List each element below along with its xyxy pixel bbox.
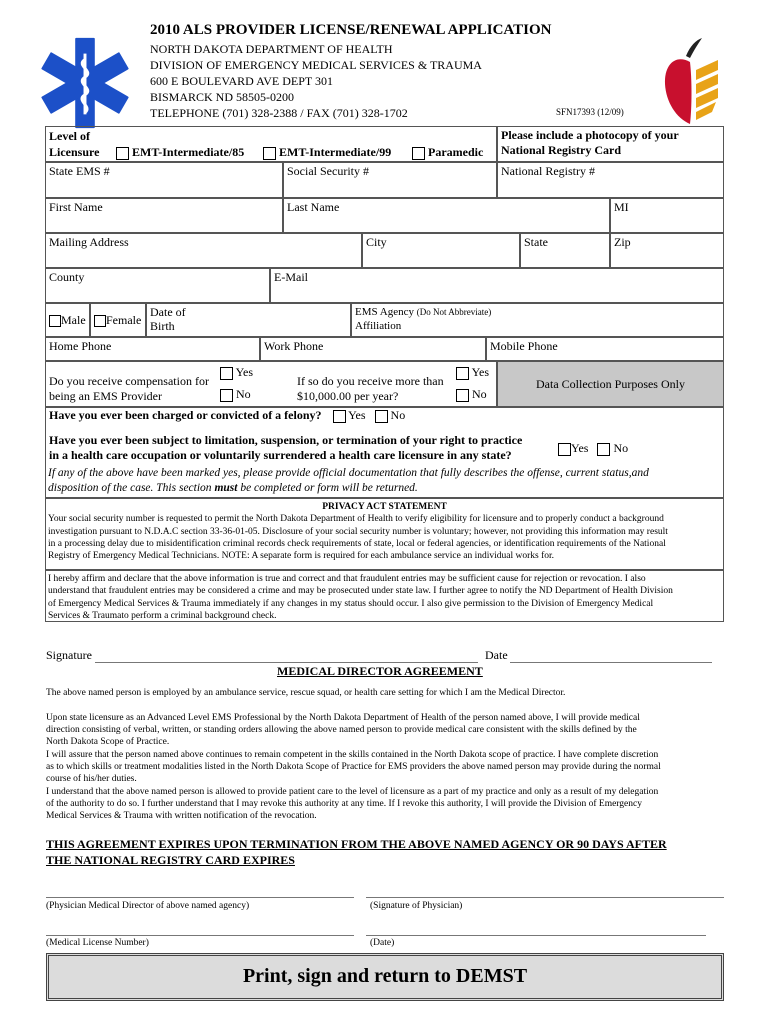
female-label: Female [106,313,142,327]
email-label: E-Mail [274,270,308,284]
limitation-question-a: Have you ever been subject to limitation, suspension, or termination of your right to practice [49,433,523,447]
medical-license-label: (Medical License Number) [46,938,149,948]
mobile-phone-label: Mobile Phone [490,339,558,353]
limitation-question-b: in a health care occupation or voluntarily surrendered a health care licensure in any state? [49,448,512,462]
emt-intermediate-85-option[interactable] [116,145,244,160]
registry-note-1: Please include a photocopy of your [501,128,679,142]
licensure-level-cell [45,126,497,162]
male-option[interactable] [45,303,90,337]
emt-85-checkbox[interactable] [116,147,129,160]
salary-no-option[interactable] [456,387,487,402]
first-name-field[interactable] [45,198,283,233]
compensation-no-label: No [236,387,251,401]
documentation-text-2a: disposition of the case. This section [48,482,215,494]
documentation-text-1: If any of the above have been marked yes, please provide official documentation that fully describes the offense, current status,and [48,467,649,479]
county-field[interactable] [45,268,270,303]
home-phone-field[interactable] [45,337,260,361]
salary-yes-label: Yes [471,365,490,379]
felony-yes-checkbox[interactable] [333,410,346,423]
mailing-address-field[interactable] [45,233,362,268]
registry-number-label: National Registry # [501,164,595,178]
form-number: SFN17393 (12/09) [556,107,624,117]
felony-no-checkbox[interactable] [375,410,388,423]
physician-director-line[interactable] [46,882,354,898]
last-name-label: Last Name [287,200,340,214]
emt-intermediate-99-option[interactable] [263,145,391,160]
paramedic-label: Paramedic [428,145,484,159]
first-name-label: First Name [49,200,103,214]
physician-director-label: (Physician Medical Director of above named agency) [46,901,250,911]
medical-paragraph-3 [46,786,658,822]
dob-label-2: Birth [150,319,175,333]
paramedic-option[interactable] [412,145,483,160]
compensation-yes-label: Yes [235,365,254,379]
star-of-life-logo [36,34,134,132]
privacy-line: in a processing delay due to misidentification criminal records check requirements of state, local or federal agencies, or identification requirements of the National [48,538,666,549]
date-line[interactable] [510,650,712,663]
female-checkbox[interactable] [94,315,106,327]
salary-no-checkbox[interactable] [456,389,469,402]
medical-p1-line: North Dakota Scope of Practice. [46,737,170,747]
zip-field[interactable] [610,233,724,268]
return-banner-text: Print, sign and return to DEMST [242,965,528,987]
zip-label: Zip [614,235,631,249]
date-label: Date [485,648,508,662]
city-line: BISMARCK ND 58505-0200 [150,90,295,104]
state-ems-label: State EMS # [49,164,110,178]
expiration-notice [46,836,667,868]
ssn-field[interactable] [283,162,497,198]
city-field[interactable] [362,233,520,268]
division-name: DIVISION OF EMERGENCY MEDICAL SERVICES & TRAUMA [150,58,482,72]
agency-label-2: Affiliation [355,320,402,332]
ems-agency-field[interactable] [351,303,724,337]
compensation-question-1b: being an EMS Provider [49,389,162,403]
data-collection-box [497,361,724,407]
documentation-must: must [214,482,238,494]
registry-note-2: National Registry Card [501,143,621,157]
affirm-line: understand that fraudulent entries may be considered a crime and may be prosecuted under state law. I further agree to notify the ND Department of Health Division [48,586,673,597]
limitation-options [558,441,628,456]
dob-label-1: Date of [150,305,186,319]
mi-field[interactable] [610,198,724,233]
address-line: 600 E BOULEVARD AVE DEPT 301 [150,74,334,88]
physician-signature-label: (Signature of Physician) [370,901,463,911]
state-label: State [524,235,548,249]
salary-question-a: If so do you receive more than [297,374,444,388]
documentation-text-2b: be completed or form will be returned. [237,482,418,494]
medical-license-line[interactable] [46,920,354,936]
licensure-label-2: Licensure [49,145,100,159]
privacy-line: Your social security number is requested to permit the North Dakota Department of Health to verify eligibility for licensure and to properly conduct a background [48,514,664,525]
affirm-line: I hereby affirm and declare that the above information is true and correct and that fraudulent entries may be sufficient cause for rejection or revocation. I also [48,574,646,584]
felony-limitation-cell [45,407,724,498]
signature-label: Signature [46,648,92,662]
ssn-label: Social Security # [287,164,369,178]
salary-yes-checkbox[interactable] [456,367,469,380]
medical-intro: The above named person is employed by an ambulance service, rescue squad, or health care setting for which I am the Medical Director. [46,688,566,698]
felony-question: Have you ever been charged or convicted of a felony? [49,408,322,422]
form-title: 2010 ALS PROVIDER LICENSE/RENEWAL APPLICATION [150,22,552,38]
limitation-yes-label: Yes [571,441,589,455]
emt-85-label: EMT-Intermediate/85 [132,145,245,159]
affirm-line: of Emergency Medical Services & Trauma immediately if any changes in my status should occur. I also give permission to the Division of Emergency Medical [48,598,654,609]
compensation-cell [45,361,497,407]
medical-p3-line: I understand that the above named person is allowed to provide patient care to the level of licensure as a part of my practice and only as a result of my delegation [46,787,659,797]
emt-99-checkbox[interactable] [263,147,276,160]
compensation-no-checkbox[interactable] [220,389,233,402]
physician-signature-line[interactable] [366,882,724,898]
apple-logo [662,36,722,128]
limitation-no-checkbox[interactable] [597,443,610,456]
mi-label: MI [614,200,629,214]
last-name-field[interactable] [283,198,610,233]
medical-p2-line: as to which skills or treatment modalities listed in the North Dakota Scope of Practice for EMS providers the above named person may provide during the normal [46,762,661,772]
male-label: Male [61,313,86,327]
felony-yes-label: Yes [348,408,366,422]
medical-p2-line: course of his/her duties. [46,774,137,784]
expiration-line-2: THE NATIONAL REGISTRY CARD EXPIRES [46,853,295,867]
medical-p2-line: I will assure that the person named above continues to remain competent in the skills contained in the North Dakota scope of practice. I have complete discretion [46,750,659,760]
data-collection-label: Data Collection Purposes Only [536,377,685,391]
compensation-yes-option[interactable] [220,365,253,380]
privacy-line: Registry of Emergency Medical Technicians. NOTE: A separate form is required for each ambulance service an individual works for. [48,551,555,562]
medical-paragraph-1 [46,712,640,748]
work-phone-field[interactable] [260,337,486,361]
licensure-label-1: Level of [49,129,90,143]
mailing-address-label: Mailing Address [49,235,129,249]
medical-p3-line: Medical Services & Trauma with written notification of the revocation. [46,811,317,821]
limitation-no-label: No [613,441,629,455]
state-field[interactable] [520,233,610,268]
salary-yes-option[interactable] [456,365,489,380]
star-of-life-icon [36,34,134,132]
emt-99-label: EMT-Intermediate/99 [279,145,392,159]
medical-p1-line: Upon state licensure as an Advanced Level EMS Professional by the North Dakota Department of Health of the person named above, I will provide medical [46,713,640,723]
paramedic-checkbox[interactable] [412,147,425,160]
female-option[interactable] [90,303,146,337]
registry-note-cell [497,126,724,162]
return-banner [46,953,724,1001]
agency-note: (Do Not Abbreviate) [416,307,492,317]
compensation-no-option[interactable] [220,387,251,402]
limitation-yes-checkbox[interactable] [558,443,571,456]
physician-date-line[interactable] [366,920,706,936]
compensation-question-1a: Do you receive compensation for [49,374,209,388]
male-checkbox[interactable] [49,315,61,327]
salary-no-label: No [472,387,487,401]
apple-icon [662,36,722,128]
telephone-line: TELEPHONE (701) 328-2388 / FAX (701) 328-1702 [150,106,408,120]
compensation-yes-checkbox[interactable] [220,367,233,380]
expiration-line-1: THIS AGREEMENT EXPIRES UPON TERMINATION FROM THE ABOVE NAMED AGENCY OR 90 DAYS AFTER [46,837,667,851]
mobile-phone-field[interactable] [486,337,724,361]
date-of-birth-field[interactable] [146,303,351,337]
privacy-line: investigation pursuant to N.D.A.C section 33-36-01-05. Disclosure of your social security number is voluntary; however, not providing this information may result [48,526,668,537]
privacy-title: PRIVACY ACT STATEMENT [322,502,447,512]
medical-p3-line: of the authority to do so. I further understand that I may revoke this authority at any time. If I revoke this authority, I will provide the Division of Emergency [46,799,642,809]
work-phone-label: Work Phone [264,339,324,353]
affirmation-statement [45,570,724,622]
email-field[interactable] [270,268,724,303]
state-ems-field[interactable] [45,162,283,198]
salary-question-b: $10,000.00 per year? [297,389,399,403]
city-label: City [366,235,387,249]
felony-no-label: No [390,408,406,422]
signature-line[interactable] [95,650,478,663]
home-phone-label: Home Phone [49,339,112,353]
medical-director-title: MEDICAL DIRECTOR AGREEMENT [277,664,483,678]
county-label: County [49,270,85,284]
registry-number-field[interactable] [497,162,724,198]
physician-date-label: (Date) [370,938,395,948]
medical-paragraph-2 [46,749,661,785]
agency-label-1: EMS Agency [355,306,414,318]
privacy-statement [45,498,724,570]
department-name: NORTH DAKOTA DEPARTMENT OF HEALTH [150,42,393,56]
affirm-line: Services & Traumato perform a criminal background check. [48,610,277,621]
medical-p1-line: direction consisting of verbal, written, or standing orders allowing the above named person to provide medical care consistent with the skills defined by the [46,725,637,735]
